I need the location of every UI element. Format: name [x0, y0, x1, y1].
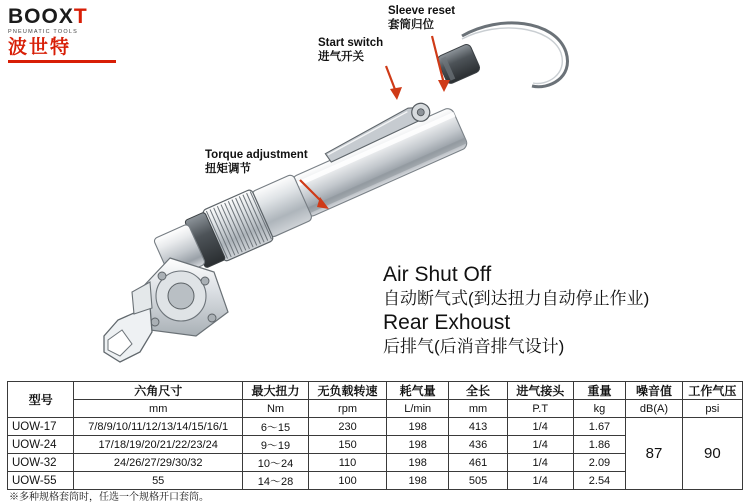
- arrowhead-start-switch: [390, 87, 402, 100]
- cell-model: UOW-24: [8, 436, 74, 454]
- brand-name-main: BOOX: [8, 5, 74, 28]
- header-free-speed: 无负载转速: [309, 382, 387, 400]
- table-footnote: ※多种规格套筒时，任选一个规格开口套筒。: [9, 492, 209, 503]
- brand-name-cn: 波世特: [8, 37, 72, 58]
- table-units-row: [8, 400, 743, 418]
- cell-inlet: 1/4: [507, 436, 573, 454]
- annotation-start-switch-cn: 进气开关: [318, 51, 364, 63]
- cell-inlet: 1/4: [507, 472, 573, 490]
- header-working-pressure: 工作气压: [682, 382, 742, 400]
- cell-model: UOW-32: [8, 454, 74, 472]
- headline-line2-en: Rear Exhoust: [383, 311, 511, 334]
- header-noise: 噪音值: [626, 382, 683, 400]
- headline-line1-en: Air Shut Off: [383, 263, 492, 286]
- cell-hex: 24/26/27/29/30/32: [74, 454, 242, 472]
- cell-weight: 1.86: [573, 436, 625, 454]
- headline-line2-cn: 后排气(后消音排气设计): [383, 337, 565, 356]
- cell-torque: 14～28: [242, 472, 308, 490]
- unit-hex-size: mm: [74, 400, 242, 418]
- table-row: [8, 418, 743, 436]
- cell-length: 436: [449, 436, 507, 454]
- unit-weight: kg: [573, 400, 625, 418]
- product-headline: [383, 262, 649, 358]
- cell-rpm: 110: [309, 454, 387, 472]
- unit-free-speed: rpm: [309, 400, 387, 418]
- head-bolt: [151, 318, 159, 326]
- specification-table: [7, 381, 743, 490]
- header-weight: 重量: [573, 382, 625, 400]
- cell-weight: 1.67: [573, 418, 625, 436]
- head-bolt: [201, 277, 209, 285]
- cell-air: 198: [387, 454, 449, 472]
- header-overall-length: 全长: [449, 382, 507, 400]
- header-air-consumption: 耗气量: [387, 382, 449, 400]
- cell-hex: 17/18/19/20/21/22/23/24: [74, 436, 242, 454]
- cell-pressure-value: 90: [682, 418, 742, 490]
- cell-model: UOW-17: [8, 418, 74, 436]
- annotation-torque-adjustment-cn: 扭矩调节: [205, 163, 251, 175]
- cell-rpm: 150: [309, 436, 387, 454]
- cell-weight: 2.54: [573, 472, 625, 490]
- annotation-sleeve-reset-en: Sleeve reset: [388, 5, 456, 17]
- annotation-start-switch-en: Start switch: [318, 37, 384, 49]
- cell-model: UOW-55: [8, 472, 74, 490]
- header-air-inlet: 进气接头: [507, 382, 573, 400]
- unit-max-torque: Nm: [242, 400, 308, 418]
- cell-length: 505: [449, 472, 507, 490]
- cell-inlet: 1/4: [507, 418, 573, 436]
- cell-inlet: 1/4: [507, 454, 573, 472]
- cell-torque: 10～24: [242, 454, 308, 472]
- arrowhead-sleeve-reset: [438, 80, 450, 92]
- unit-air-consumption: L/min: [387, 400, 449, 418]
- header-hex-size: 六角尺寸: [74, 382, 242, 400]
- cell-air: 198: [387, 436, 449, 454]
- annotation-torque-adjustment-en: Torque adjustment: [205, 149, 308, 161]
- cell-length: 461: [449, 454, 507, 472]
- cell-hex: 7/8/9/10/11/12/13/14/15/16/1: [74, 418, 242, 436]
- cell-length: 413: [449, 418, 507, 436]
- leader-start-switch: [386, 66, 396, 92]
- cell-rpm: 230: [309, 418, 387, 436]
- unit-overall-length: mm: [449, 400, 507, 418]
- cell-noise-value: 87: [626, 418, 683, 490]
- header-max-torque: 最大扭力: [242, 382, 308, 400]
- cell-torque: 9～19: [242, 436, 308, 454]
- cell-torque: 6～15: [242, 418, 308, 436]
- unit-air-inlet: P.T: [507, 400, 573, 418]
- hanger-loop-highlight: [462, 28, 562, 84]
- cell-rpm: 100: [309, 472, 387, 490]
- cell-air: 198: [387, 418, 449, 436]
- unit-noise: dB(A): [626, 400, 683, 418]
- head-bolt: [208, 314, 216, 322]
- brand-tagline: PNEUMATIC TOOLS: [8, 29, 78, 35]
- unit-working-pressure: psi: [682, 400, 742, 418]
- brand-name-accent: T: [73, 5, 88, 28]
- headline-line1-cn: 自动断气式(到达扭力自动停止作业): [383, 289, 650, 308]
- angle-head-assembly: [104, 258, 228, 362]
- table-header-row: [8, 382, 743, 400]
- cell-weight: 2.09: [573, 454, 625, 472]
- output-drive: [168, 283, 194, 309]
- head-bolt: [158, 272, 166, 280]
- open-end-socket: [104, 306, 152, 362]
- annotation-sleeve-reset-cn: 套筒归位: [388, 19, 434, 31]
- socket-shoulder: [132, 282, 152, 314]
- cell-hex: 55: [74, 472, 242, 490]
- header-model: 型号: [8, 382, 74, 418]
- specification-table-wrapper: [7, 381, 743, 490]
- cell-air: 198: [387, 472, 449, 490]
